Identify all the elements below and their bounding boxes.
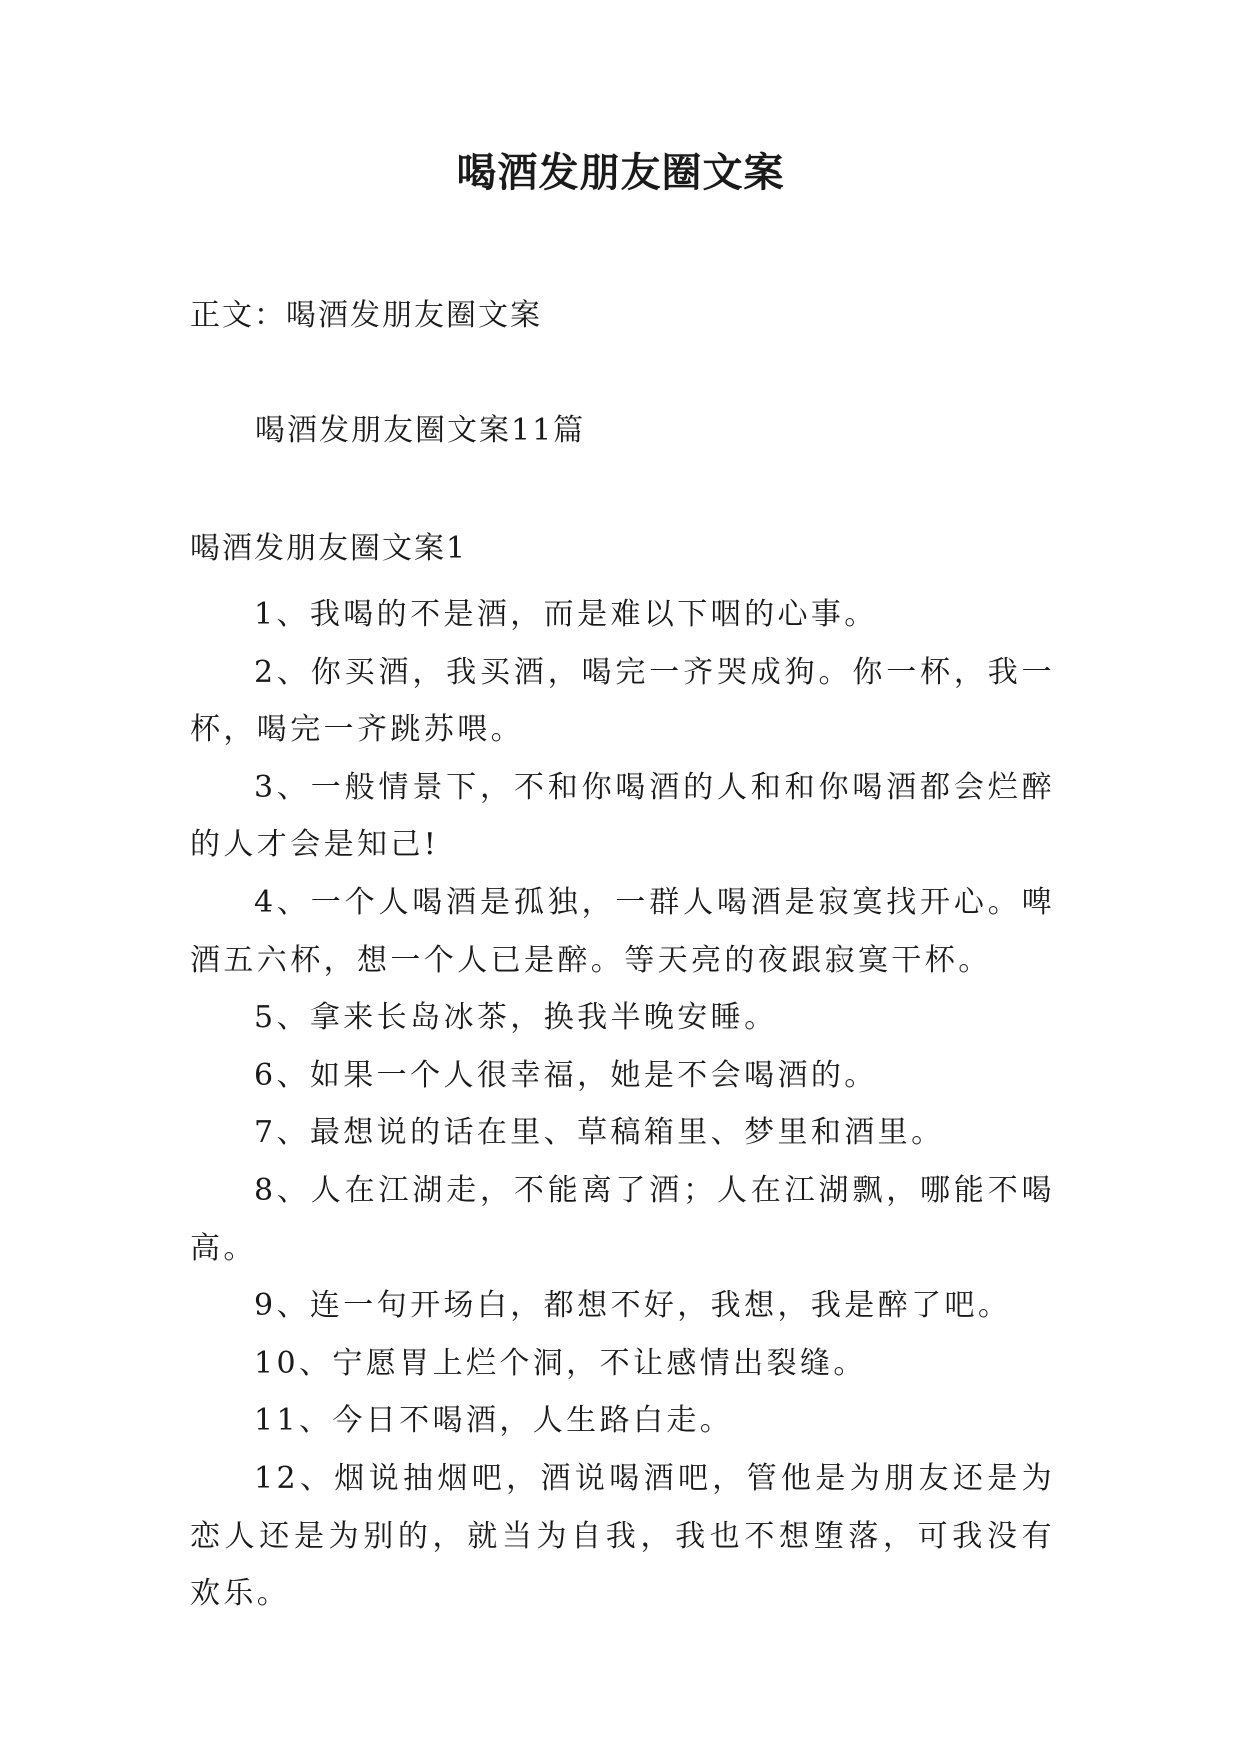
list-item: 6、如果一个人很幸福，她是不会喝酒的。 [254,1057,878,1093]
list-item: 4、一个人喝酒是孤独，一群人喝酒是寂寞找开心。啤酒五六杯，想一个人已是醉。等天亮的夜跟寂寞干杯。 [190,884,1055,978]
document-title: 喝酒发朋友圈文案 [456,149,785,196]
list-item: 7、最想说的话在里、草稿箱里、梦里和酒里。 [254,1115,945,1151]
list-item: 2、你买酒，我买酒，喝完一齐哭成狗。你一杯，我一杯，喝完一齐跳苏喂。 [190,654,1055,748]
item-list [190,586,1055,1623]
list-item: 5、拿来长岛冰茶，换我半晚安睡。 [254,1000,778,1036]
list-item: 9、连一句开场白，都想不好，我想，我是醉了吧。 [254,1288,1012,1324]
list-item: 3、一般情景下，不和你喝酒的人和和你喝酒都会烂醉的人才会是知己! [190,769,1055,863]
list-item: 8、人在江湖走，不能离了酒；人在江湖飘，哪能不喝高。 [190,1172,1055,1266]
list-item: 10、宁愿胃上烂个洞，不让感情出裂缝。 [254,1345,867,1381]
list-item: 12、烟说抽烟吧，酒说喝酒吧，管他是为朋友还是为恋人还是为别的，就当为自我，我也不想堕落，可我没有欢乐。 [190,1460,1055,1612]
list-item: 1、我喝的不是酒，而是难以下咽的心事。 [254,597,878,632]
document-subtitle: 喝酒发朋友圈文案11篇 [255,413,586,448]
body-label-line: 正文：喝酒发朋友圈文案 [190,298,542,333]
section-heading: 喝酒发朋友圈文案1 [190,531,468,566]
list-item: 11、今日不喝酒，人生路白走。 [254,1403,734,1439]
